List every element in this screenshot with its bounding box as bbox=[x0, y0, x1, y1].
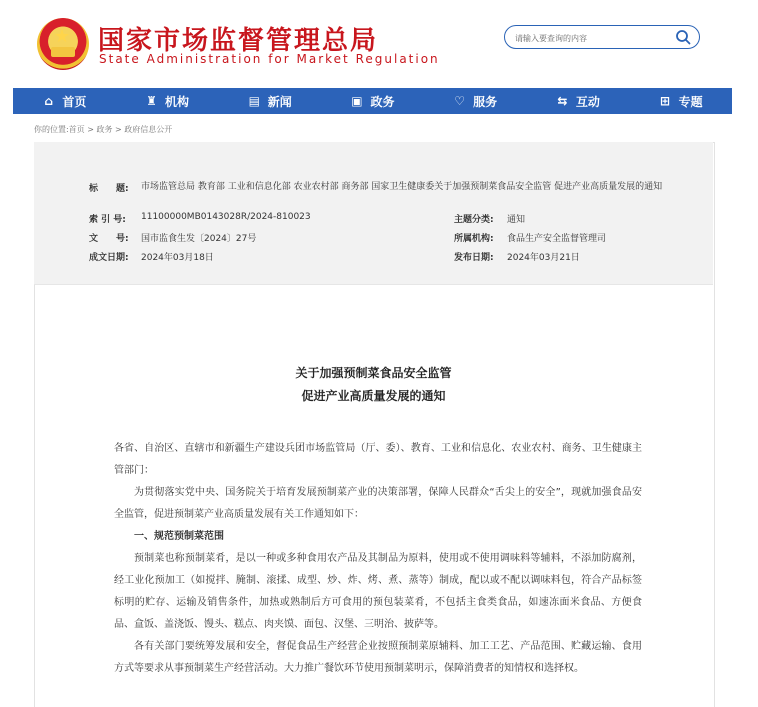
site-title-en: State Administration for Market Regulation bbox=[99, 52, 440, 66]
date-pub-value: 2024年03月21日 bbox=[507, 253, 580, 263]
nav-item-government[interactable] bbox=[350, 93, 394, 110]
national-emblem-icon[interactable]: ★ bbox=[37, 18, 89, 70]
site-header bbox=[0, 0, 758, 86]
document-title-line2: 促进产业高质量发展的通知 bbox=[301, 389, 446, 403]
paragraph: 预制菜也称预制菜肴，是以一种或多种食用农产品及其制品为原料，使用或不使用调味料等辅料，不添加防腐剂，经工业化预加工（如搅拌、腌制、滚揉、成型、炒、炸、烤、煮、蒸等）制成，配以或不配以调味料包，符合产品标签标明的贮存、运输及销售条件，加热或熟制后方可食用的预包装菜肴，不包括主食类食品，如速冻面米食品、方便食品、盒饭、盖浇饭、馒头、糕点、肉夹馍、面包、汉堡、三明治、披萨等。 bbox=[114, 553, 642, 630]
agency-value: 食品生产安全监督管理司 bbox=[507, 234, 607, 244]
nav-item-news[interactable] bbox=[248, 93, 292, 110]
category-value: 通知 bbox=[507, 215, 526, 225]
document-title-line1: 关于加强预制菜食品安全监管 bbox=[295, 366, 452, 380]
nav-item-home[interactable] bbox=[42, 93, 86, 110]
nav-item-interaction[interactable] bbox=[556, 93, 600, 110]
paragraph: 为贯彻落实党中央、国务院关于培育发展预制菜产业的决策部署，保障人民群众“舌尖上的安全”，现就加强食品安全监管，促进预制菜产业高质量发展有关工作通知如下： bbox=[114, 487, 642, 520]
interaction-icon: ⇆ bbox=[557, 93, 568, 108]
breadcrumb[interactable]: 你的位置:首页 > 政务 > 政府信息公开 bbox=[34, 125, 173, 134]
government-icon: ▣ bbox=[351, 93, 363, 108]
nav-label: 机构 bbox=[165, 94, 190, 109]
search-input[interactable] bbox=[513, 29, 667, 47]
salutation: 各省、自治区、直辖市和新疆生产建设兵团市场监管局（厅、委）、教育、工业和信息化、农业农村、商务、卫生健康主管部门： bbox=[114, 443, 642, 476]
index-label: 索 引 号: bbox=[89, 215, 126, 225]
nav-item-institutions[interactable] bbox=[145, 93, 189, 110]
document-body bbox=[114, 438, 642, 680]
document-title bbox=[34, 362, 713, 408]
nav-label: 新闻 bbox=[267, 94, 292, 109]
paragraph: 各有关部门要统筹发展和安全，督促食品生产经营企业按照预制菜原辅料、加工工艺、产品范围、贮藏运输、食用方式等要求从事预制菜生产经营活动。大力推广餐饮环节使用预制菜明示，保障消费者的知情权和选择权。 bbox=[114, 641, 642, 674]
site-title-cn[interactable]: 国家市场监督管理总局 bbox=[98, 26, 379, 56]
title-value: 市场监管总局 教育部 工业和信息化部 农业农村部 商务部 国家卫生健康委关于加强预制菜食品安全监管 促进产业高质量发展的通知 bbox=[141, 182, 663, 192]
date-made-value: 2024年03月18日 bbox=[141, 253, 214, 263]
nav-label: 互动 bbox=[575, 94, 600, 109]
nav-label: 专题 bbox=[678, 94, 703, 109]
category-label: 主题分类: bbox=[454, 215, 494, 225]
title-label: 标 题: bbox=[89, 184, 129, 194]
nav-item-topics[interactable] bbox=[659, 93, 703, 110]
document-meta bbox=[34, 142, 713, 285]
nav-label: 服务 bbox=[473, 94, 498, 109]
search-icon[interactable] bbox=[675, 29, 691, 45]
date-made-label: 成文日期: bbox=[89, 253, 129, 263]
nav-label: 首页 bbox=[62, 94, 87, 109]
date-pub-label: 发布日期: bbox=[454, 253, 494, 263]
home-icon: ⌂ bbox=[44, 93, 54, 108]
agency-label: 所属机构: bbox=[454, 234, 494, 244]
search-box bbox=[504, 25, 700, 49]
building-icon: ♜ bbox=[146, 93, 157, 108]
grid-icon: ⊞ bbox=[660, 93, 671, 108]
section-heading: 一、规范预制菜范围 bbox=[134, 531, 224, 542]
heart-icon: ♡ bbox=[454, 93, 466, 108]
index-value: 11100000MB0143028R/2024-810023 bbox=[141, 212, 311, 222]
docno-value: 国市监食生发〔2024〕27号 bbox=[141, 234, 257, 244]
main-nav bbox=[13, 88, 732, 114]
docno-label: 文 号: bbox=[89, 234, 129, 244]
news-icon: ▤ bbox=[248, 93, 260, 108]
nav-label: 政务 bbox=[370, 94, 395, 109]
nav-item-service[interactable] bbox=[453, 93, 497, 110]
